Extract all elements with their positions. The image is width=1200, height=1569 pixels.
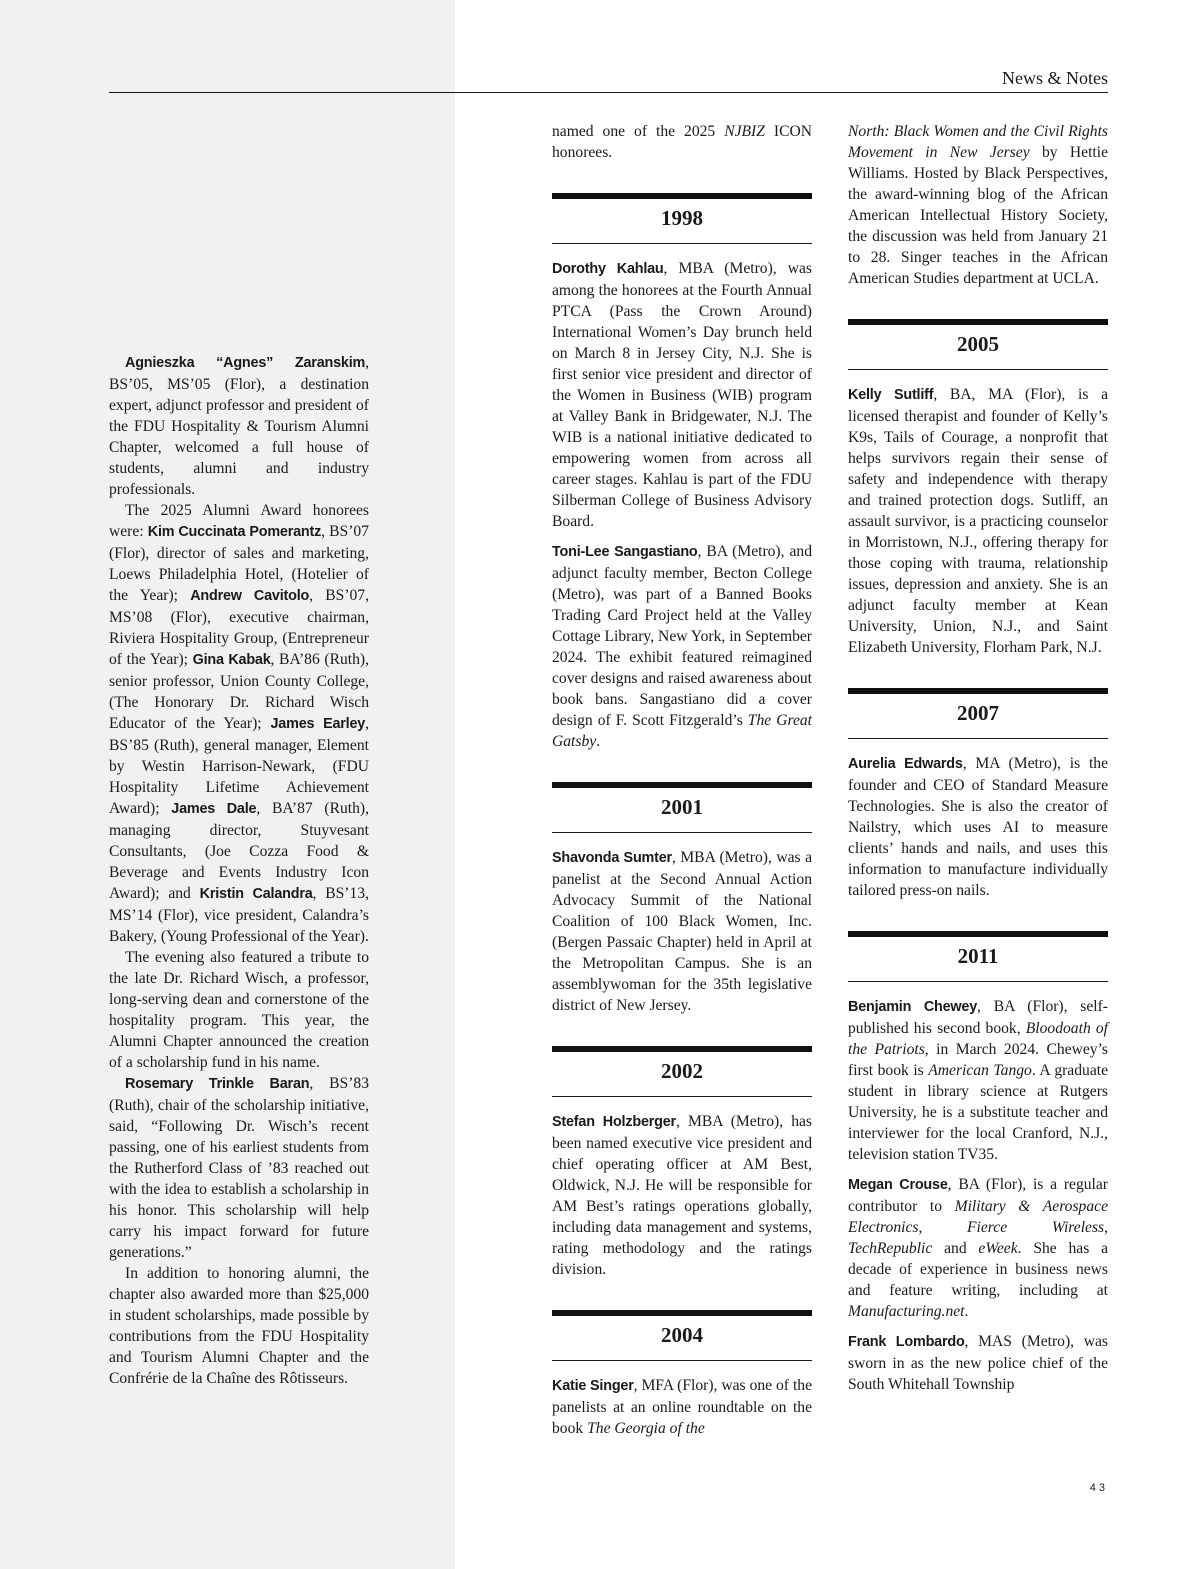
text-run: , MFA (Flor), was one of the panelists at an online roundtable on the book [552, 1377, 812, 1437]
text-run: . [964, 1303, 969, 1320]
text-run: , MBA (Metro), was a panelist at the Second Annual Action Advocacy Summit of the National Coalition of 100 Black Women, Inc. (Bergen Passaic Chapter) held in April at the Metropolitan Campus. She is an assemblywoman for the 35th legislative district of New Jersey. [552, 849, 812, 1014]
class-note-entry [552, 1375, 812, 1439]
class-year-heading [552, 782, 812, 833]
class-year-label: 2001 [661, 795, 703, 819]
person-name: James Dale [171, 801, 257, 817]
section-header: News & Notes [1002, 68, 1108, 88]
class-year-heading [848, 931, 1108, 982]
class-year-heading [552, 1310, 812, 1361]
class-year-label: 1998 [661, 206, 703, 230]
class-note-entry [848, 753, 1108, 901]
italic-title: Military & Aerospace Electronics [848, 1198, 1108, 1236]
person-name: Agnieszka “Agnes” Zaranskim [125, 355, 366, 371]
person-name: James Earley [270, 716, 366, 732]
text-run: ICON honorees. [552, 123, 812, 161]
heading-rule-thin [552, 1096, 812, 1097]
class-year-heading [552, 1046, 812, 1097]
class-note-entry [848, 1174, 1108, 1322]
class-year-label: 2005 [957, 332, 999, 356]
text-run: and [932, 1240, 979, 1257]
class-note-entry [848, 121, 1108, 289]
italic-title: The Georgia of the [587, 1420, 705, 1437]
person-name: Stefan Holzberger [552, 1114, 676, 1130]
person-name: Frank Lombardo [848, 1334, 965, 1350]
class-note-entry [848, 384, 1108, 658]
class-note-entry [552, 1111, 812, 1280]
class-note-entry [848, 1331, 1108, 1395]
text-run: In addition to honoring alumni, the chapter also awarded more than $25,000 in student scholarships, made possible by contributions from the FDU Hospitality and Tourism Alumni Chapter and the Confrérie de la Chaîne des Rôtisseurs. [109, 1265, 369, 1387]
class-note-entry [552, 258, 812, 532]
italic-title: eWeek [978, 1240, 1018, 1257]
sidebar-paragraph [109, 947, 369, 1073]
text-run: , BS’83 (Ruth), chair of the scholarship initiative, said, “Following Dr. Wisch’s recent passing, one of his earliest students from the Rutherford Class of ’83 reached out with the idea to establish a scholarship in his honor. This scholarship will help carry his impact forward for future generations.” [109, 1075, 369, 1261]
person-name: Shavonda Sumter [552, 850, 672, 866]
italic-title: The Great Gatsby [552, 712, 812, 750]
text-run: , MBA (Metro), was among the honorees at the Fourth Annual PTCA (Pass the Crown Around) International Women’s Day brunch held on March 8 in Jersey City, N.J. She is first senior vice president and director of the Women in Business (WIB) program at Valley Bank in Bridgewater, N.J. The WIB is a national initiative dedicated to empowering women from across all career stages. Kahlau is part of the FDU Silberman College of Business Advisory Board. [552, 260, 812, 530]
italic-title: Manufacturing.net [848, 1303, 965, 1320]
text-run: , MBA (Metro), has been named executive vice president and chief operating officer at AM Best, Oldwick, N.J. He will be responsible for AM Best’s ratings operations globally, including data management and systems, rating methodology and the ratings division. [552, 1113, 812, 1278]
text-run: , BA (Flor), is a regular contributor to [848, 1176, 1108, 1215]
sidebar-paragraph [109, 352, 369, 500]
person-name: Kristin Calandra [199, 886, 313, 902]
text-run: , BS’07 (Flor), director of sales and marketing, Loews Philadelphia Hotel, (Hotelier of the Year); [109, 523, 369, 604]
header-rule [109, 92, 1108, 93]
heading-rule-thin [848, 369, 1108, 370]
text-run: , BA (Metro), and adjunct faculty member, Becton College (Metro), was part of a Banned Books Trading Card Project held at the Valley Cottage Library, New York, in September 2024. The exhibit featured reimagined cover designs and raised awareness about book bans. Sangastiano did a cover design of F. Scott Fitzgerald’s [552, 543, 812, 729]
text-run: , BS’07, MS’08 (Flor), executive chairman, Riviera Hospitality Group, (Entrepreneur of the Year); [109, 587, 370, 668]
class-year-heading [848, 688, 1108, 739]
heading-rule-thin [552, 832, 812, 833]
class-year-label: 2011 [957, 944, 999, 968]
person-name: Rosemary Trinkle Baran [125, 1076, 310, 1092]
person-name: Kim Cuccinata Pomerantz [147, 524, 322, 540]
class-year-heading [848, 319, 1108, 370]
person-name: Dorothy Kahlau [552, 261, 664, 277]
text-run: . She has a decade of experience in business news and feature writing, including at [848, 1240, 1109, 1299]
person-name: Megan Crouse [848, 1177, 948, 1193]
text-run: , [1104, 1219, 1108, 1236]
text-run: , BA (Flor), self-published his second book, [848, 998, 1108, 1037]
class-year-label: 2002 [661, 1059, 703, 1083]
heading-rule-thin [552, 1360, 812, 1361]
text-run: . [596, 733, 601, 750]
class-notes-column-3 [848, 121, 1108, 1404]
text-run: , BA’87 (Ruth), managing director, Stuyvesant Consultants, (Joe Cozza Food & Beverage and Events Industry Icon Award); and [109, 800, 369, 902]
person-name: Kelly Sutliff [848, 387, 934, 403]
page-number: 43 [1089, 1482, 1108, 1494]
text-run: , BA’86 (Ruth), senior professor, Union County College, (The Honorary Dr. Richard Wisch Educator of the Year); [109, 651, 369, 732]
text-run: , MAS (Metro), was sworn in as the new police chief of the South Whitehall Township [848, 1333, 1108, 1393]
sidebar-paragraph [109, 1263, 369, 1389]
text-run: , in March 2024. Chewey’s first book is [848, 1041, 1108, 1079]
class-notes-column-2 [552, 121, 812, 1448]
text-run: , BS’85 (Ruth), general manager, Element by Westin Harrison-Newark, (FDU Hospitality Lifetime Achievement Award); [109, 715, 369, 817]
italic-title: TechRepublic [848, 1240, 933, 1257]
class-year-heading [552, 193, 812, 244]
class-note-entry [848, 996, 1108, 1165]
person-name: Toni-Lee Sangastiano [552, 544, 698, 560]
sidebar-article [109, 352, 369, 1389]
text-run: , BS’05, MS’05 (Flor), a destination expert, adjunct professor and president of the FDU Hospitality & Tourism Alumni Chapter, welcomed a full house of students, alumni and industry professionals. [109, 354, 369, 498]
italic-title: NJBIZ [724, 123, 765, 140]
text-run: The 2025 Alumni Award honorees were: [109, 502, 369, 540]
heading-rule-thin [848, 738, 1108, 739]
italic-title: Fierce Wireless [967, 1219, 1105, 1236]
text-run: , BA, MA (Flor), is a licensed therapist and founder of Kelly’s K9s, Tails of Courage, a nonprofit that helps survivors regain their sense of safety and independence with therapy and trained protection dogs. Sutliff, an assault survivor, is a practicing counselor in Morristown, N.J., offering therapy for those coping with trauma, relationship issues, depression and anxiety. She is an adjunct faculty member at Kean University, Union, N.J., and Saint Elizabeth University, Florham Park, N.J. [848, 386, 1108, 656]
heading-rule-thin [848, 981, 1108, 982]
class-note-entry [552, 847, 812, 1016]
class-note-entry [552, 121, 812, 163]
sidebar-paragraph [109, 1073, 369, 1263]
text-run: The evening also featured a tribute to the late Dr. Richard Wisch, a professor, long-serving dean and cornerstone of the hospitality program. This year, the Alumni Chapter announced the creation of a scholarship fund in his name. [109, 949, 369, 1071]
text-run: named one of the 2025 [552, 123, 725, 140]
text-run: , [918, 1219, 968, 1236]
person-name: Andrew Cavitolo [190, 588, 310, 604]
person-name: Aurelia Edwards [848, 756, 963, 772]
italic-title: North: Black Women and the Civil Rights Movement in New Jersey [848, 123, 1108, 161]
class-note-entry [552, 541, 812, 752]
class-year-label: 2007 [957, 701, 999, 725]
text-run: , MA (Metro), is the founder and CEO of Standard Measure Technologies. She is also the creator of Nailstry, which uses AI to measure clients’ hands and nails, and uses this information to manufacture individually tailored press-on nails. [848, 755, 1109, 899]
heading-rule-thin [552, 243, 812, 244]
person-name: Benjamin Chewey [848, 999, 978, 1015]
person-name: Katie Singer [552, 1378, 634, 1394]
italic-title: American Tango [928, 1062, 1032, 1079]
text-run: by Hettie Williams. Hosted by Black Perspectives, the award-winning blog of the African American Intellectual History Society, the discussion was held from January 21 to 28. Singer teaches in the African American Studies department at UCLA. [848, 144, 1108, 287]
sidebar-paragraph [109, 500, 369, 947]
person-name: Gina Kabak [192, 652, 271, 668]
class-year-label: 2004 [661, 1323, 703, 1347]
italic-title: Bloodoath of the Patriots [848, 1020, 1108, 1058]
text-run: . A graduate student in library science at Rutgers University, he is a substitute teacher and interviewer for the local Cranford, N.J., television station TV35. [848, 1062, 1108, 1163]
text-run: , BS’13, MS’14 (Flor), vice president, Calandra’s Bakery, (Young Professional of the Year). [109, 885, 369, 945]
